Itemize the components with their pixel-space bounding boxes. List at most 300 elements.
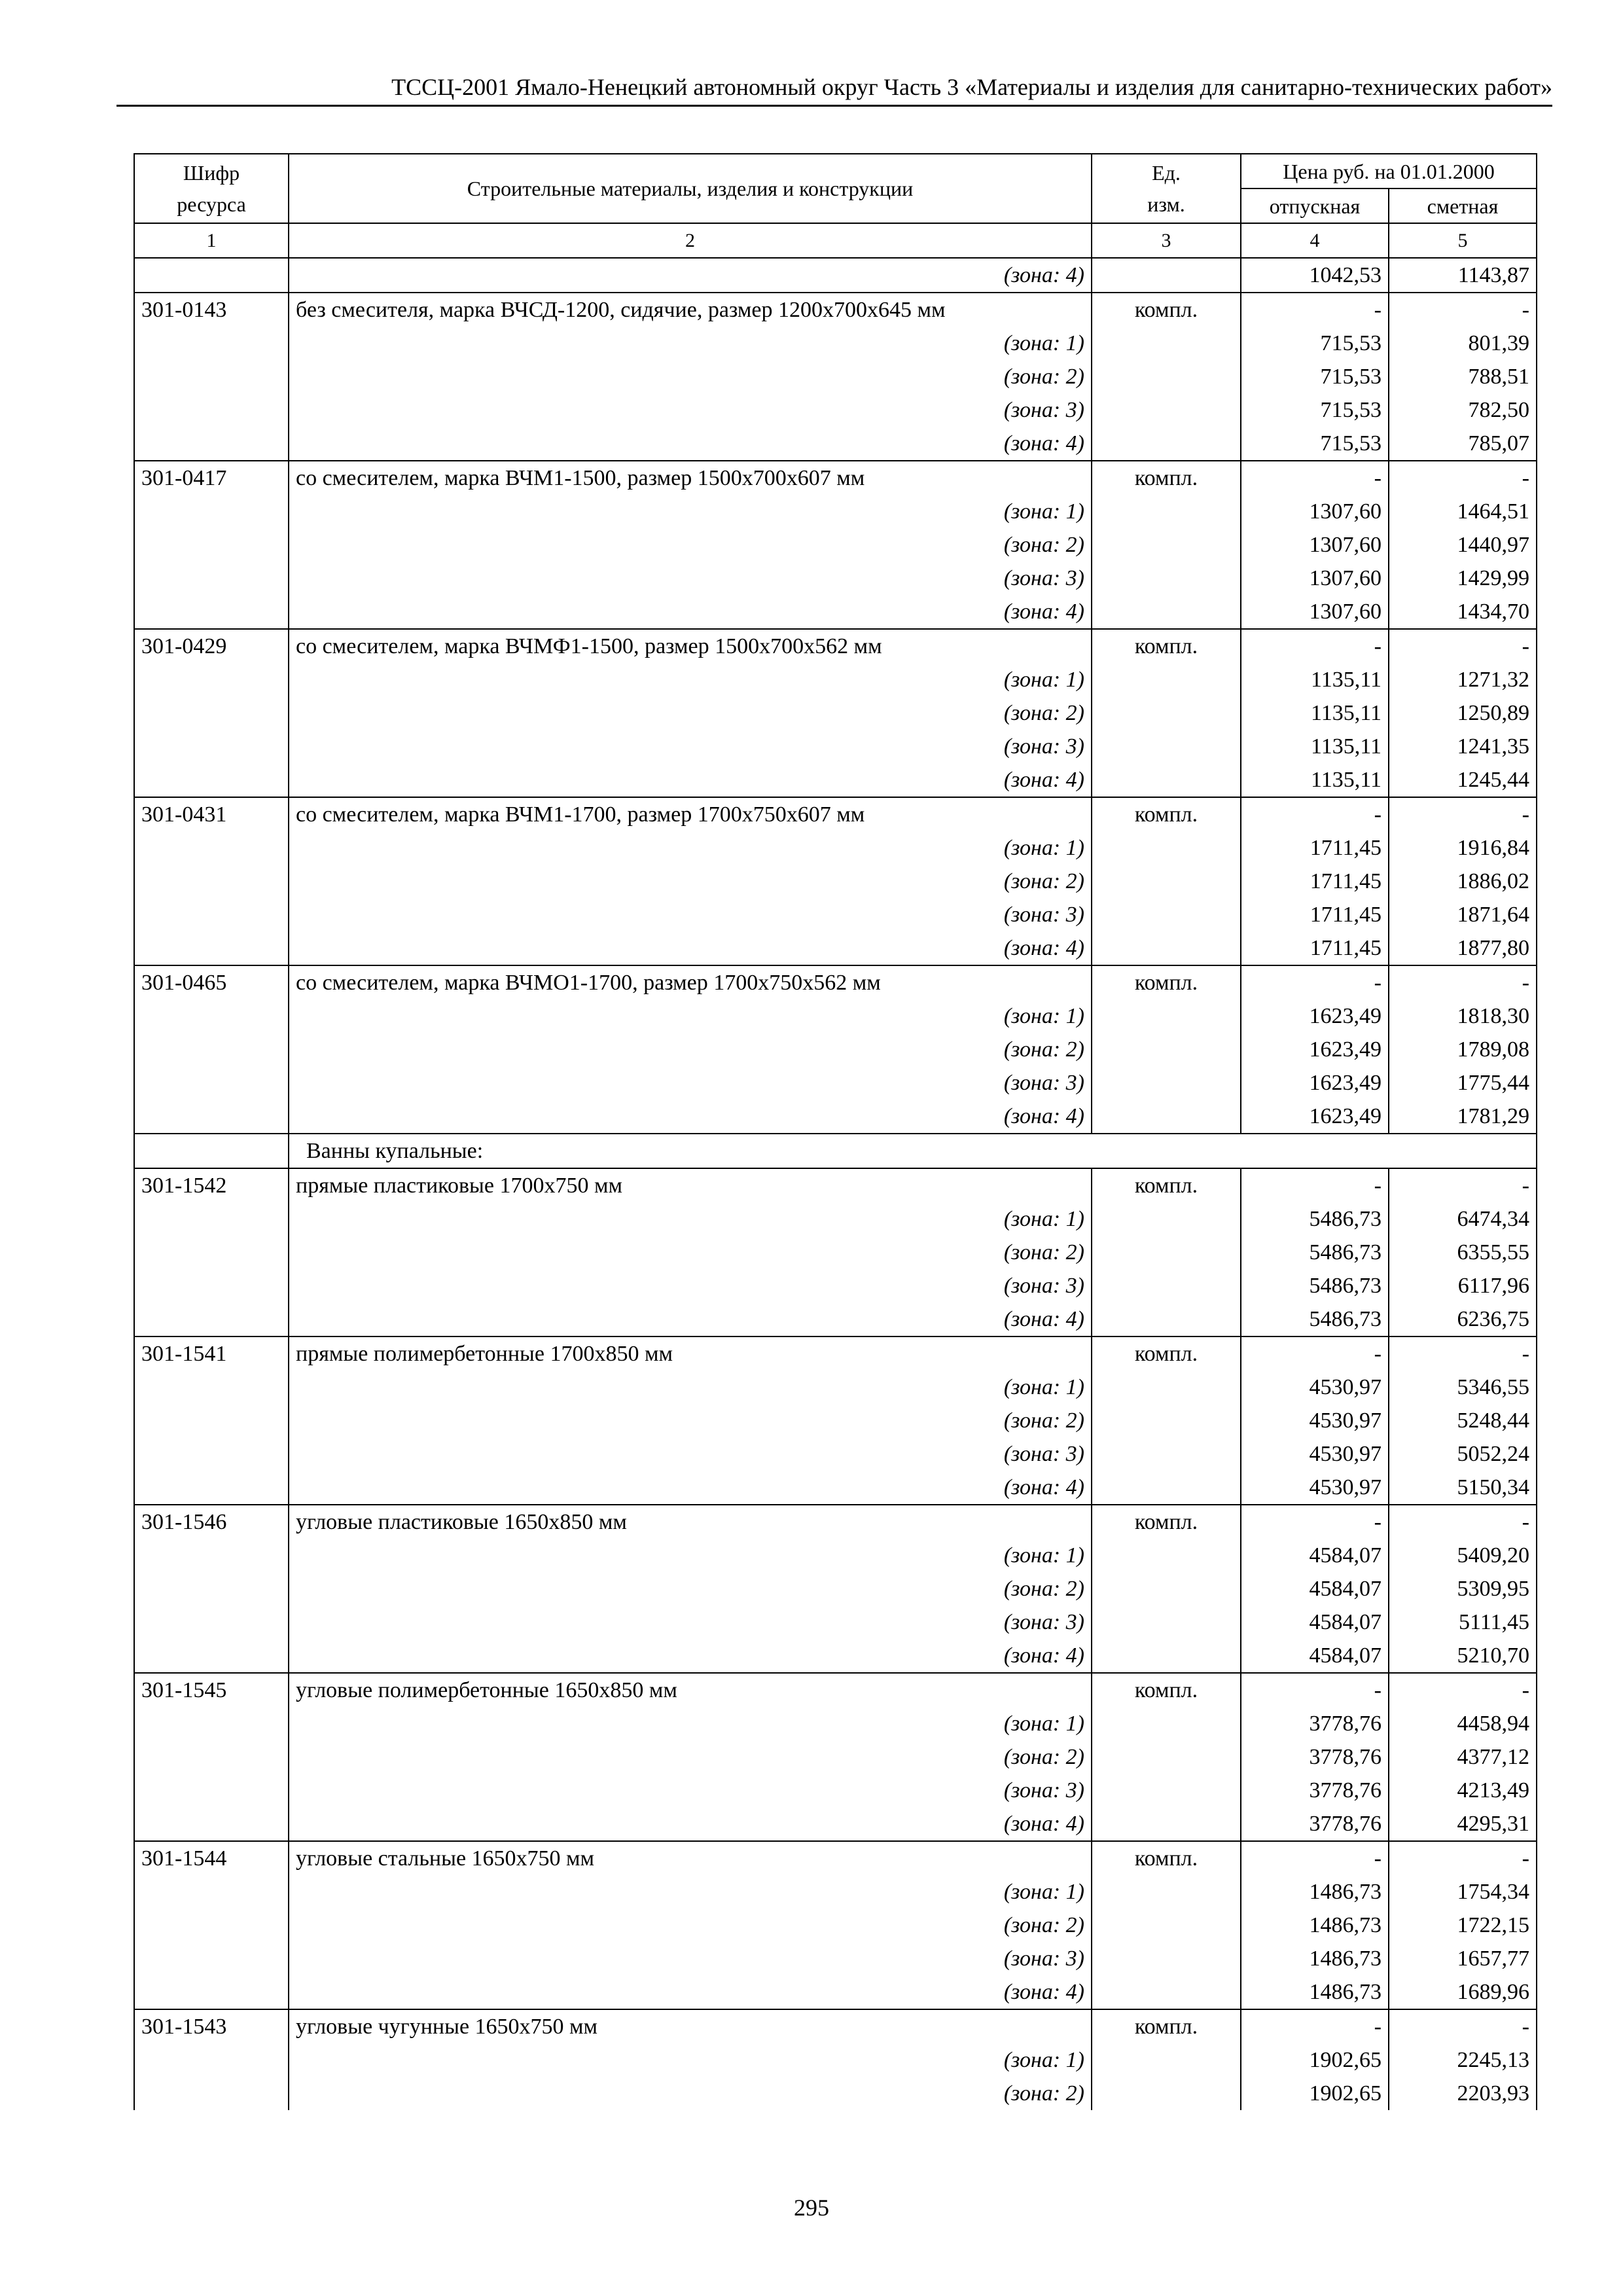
row-release-price: 5486,73 <box>1241 1236 1389 1269</box>
table-row-item <box>134 461 1537 495</box>
row-unit <box>1092 1471 1241 1505</box>
row-code: 301-0143 <box>134 293 289 327</box>
table-row-item <box>134 797 1537 831</box>
row-zone: (зона: 4) <box>289 1639 1092 1673</box>
row-unit <box>1092 427 1241 461</box>
table-row-zone <box>134 696 1537 730</box>
row-unit <box>1092 1066 1241 1100</box>
row-code <box>134 1909 289 1942</box>
table-row-zone <box>134 663 1537 696</box>
row-release-price: 1623,49 <box>1241 999 1389 1033</box>
row-unit <box>1092 1740 1241 1774</box>
row-code <box>134 1437 289 1471</box>
row-name: со смесителем, марка ВЧМ1-1500, размер 1500x700x607 мм <box>289 461 1092 495</box>
row-code <box>134 1033 289 1066</box>
row-zone: (зона: 1) <box>289 327 1092 360</box>
table-row-zone <box>134 427 1537 461</box>
row-release-price: 1486,73 <box>1241 1909 1389 1942</box>
table-body <box>134 258 1537 2110</box>
row-zone: (зона: 1) <box>289 1202 1092 1236</box>
resource-price-table <box>134 153 1537 2110</box>
row-unit <box>1092 1302 1241 1336</box>
row-zone: (зона: 2) <box>289 1909 1092 1942</box>
row-zone: (зона: 2) <box>289 1033 1092 1066</box>
table-row-zone <box>134 528 1537 562</box>
row-estimate-price: - <box>1389 965 1537 999</box>
row-name: со смесителем, марка ВЧМ1-1700, размер 1700x750x607 мм <box>289 797 1092 831</box>
row-release-price: 4530,97 <box>1241 1471 1389 1505</box>
row-zone: (зона: 2) <box>289 1404 1092 1437</box>
table-row-item <box>134 293 1537 327</box>
row-zone: (зона: 1) <box>289 999 1092 1033</box>
row-release-price: 1042,53 <box>1241 258 1389 293</box>
row-code <box>134 763 289 797</box>
row-release-price: 3778,76 <box>1241 1807 1389 1841</box>
table-row-zone <box>134 2043 1537 2077</box>
column-header-unit: Ед. изм. <box>1092 154 1241 223</box>
column-number: 5 <box>1389 223 1537 258</box>
row-unit <box>1092 1774 1241 1807</box>
row-unit <box>1092 360 1241 393</box>
row-release-price: 1623,49 <box>1241 1066 1389 1100</box>
row-unit <box>1092 1807 1241 1841</box>
row-estimate-price: 785,07 <box>1389 427 1537 461</box>
header-rule <box>116 105 1552 107</box>
row-unit <box>1092 931 1241 965</box>
row-code <box>134 730 289 763</box>
row-zone: (зона: 2) <box>289 2077 1092 2110</box>
row-release-price: 1623,49 <box>1241 1033 1389 1066</box>
table-row-zone <box>134 495 1537 528</box>
row-unit: компл. <box>1092 629 1241 663</box>
row-unit <box>1092 2043 1241 2077</box>
row-unit <box>1092 1707 1241 1740</box>
row-code <box>134 1066 289 1100</box>
row-estimate-price: 5210,70 <box>1389 1639 1537 1673</box>
row-estimate-price: 5309,95 <box>1389 1572 1537 1605</box>
row-release-price: 1135,11 <box>1241 663 1389 696</box>
row-zone: (зона: 3) <box>289 1269 1092 1302</box>
row-unit <box>1092 696 1241 730</box>
row-name: со смесителем, марка ВЧМФ1-1500, размер 1500x700x562 мм <box>289 629 1092 663</box>
row-estimate-price: 1818,30 <box>1389 999 1537 1033</box>
row-estimate-price: 1916,84 <box>1389 831 1537 865</box>
row-estimate-price: 1657,77 <box>1389 1942 1537 1975</box>
row-zone: (зона: 3) <box>289 393 1092 427</box>
table-row-zone <box>134 1909 1537 1942</box>
column-number: 2 <box>289 223 1092 258</box>
table-row-zone <box>134 1033 1537 1066</box>
table-row-zone <box>134 562 1537 595</box>
row-code <box>134 663 289 696</box>
row-estimate-price: 1754,34 <box>1389 1875 1537 1909</box>
row-estimate-price: - <box>1389 461 1537 495</box>
row-code <box>134 495 289 528</box>
table-row-zone <box>134 1942 1537 1975</box>
row-unit: компл. <box>1092 797 1241 831</box>
row-release-price: 1711,45 <box>1241 931 1389 965</box>
row-release-price: 1307,60 <box>1241 562 1389 595</box>
row-release-price: 4584,07 <box>1241 1605 1389 1639</box>
row-code <box>134 696 289 730</box>
row-unit <box>1092 258 1241 293</box>
table-row-zone <box>134 1236 1537 1269</box>
table-row-zone <box>134 999 1537 1033</box>
row-code <box>134 1100 289 1134</box>
row-estimate-price: 1440,97 <box>1389 528 1537 562</box>
table-row-zone <box>134 730 1537 763</box>
column-header-release: отпускная <box>1241 188 1389 223</box>
row-name: угловые пластиковые 1650x850 мм <box>289 1505 1092 1539</box>
row-unit <box>1092 1269 1241 1302</box>
row-release-price: 1711,45 <box>1241 898 1389 931</box>
table-row-zone <box>134 1774 1537 1807</box>
row-code <box>134 1707 289 1740</box>
row-code <box>134 865 289 898</box>
row-zone: (зона: 1) <box>289 495 1092 528</box>
row-zone: (зона: 3) <box>289 1437 1092 1471</box>
row-zone: (зона: 4) <box>289 1975 1092 2009</box>
row-unit <box>1092 663 1241 696</box>
row-estimate-price: 1245,44 <box>1389 763 1537 797</box>
row-zone: (зона: 1) <box>289 831 1092 865</box>
row-estimate-price: 1250,89 <box>1389 696 1537 730</box>
row-zone: (зона: 2) <box>289 528 1092 562</box>
table-row-zone <box>134 1975 1537 2009</box>
row-estimate-price: - <box>1389 1168 1537 1202</box>
table-row-zone <box>134 393 1537 427</box>
table-row-item <box>134 1841 1537 1875</box>
row-code <box>134 258 289 293</box>
row-estimate-price: 1689,96 <box>1389 1975 1537 2009</box>
row-zone: (зона: 1) <box>289 1371 1092 1404</box>
row-code <box>134 595 289 629</box>
row-estimate-price: 2245,13 <box>1389 2043 1537 2077</box>
row-unit <box>1092 1605 1241 1639</box>
row-zone: (зона: 3) <box>289 1066 1092 1100</box>
row-zone: (зона: 3) <box>289 730 1092 763</box>
row-estimate-price: 5111,45 <box>1389 1605 1537 1639</box>
row-name: прямые пластиковые 1700x750 мм <box>289 1168 1092 1202</box>
row-release-price: - <box>1241 1505 1389 1539</box>
row-code <box>134 931 289 965</box>
table-row-item <box>134 965 1537 999</box>
row-code: 301-1542 <box>134 1168 289 1202</box>
row-unit: компл. <box>1092 1336 1241 1371</box>
table-row-zone <box>134 1707 1537 1740</box>
row-estimate-price: 5052,24 <box>1389 1437 1537 1471</box>
row-code <box>134 1807 289 1841</box>
row-unit: компл. <box>1092 2009 1241 2043</box>
row-zone: (зона: 1) <box>289 2043 1092 2077</box>
row-zone: (зона: 4) <box>289 595 1092 629</box>
row-code <box>134 1302 289 1336</box>
row-release-price: 1902,65 <box>1241 2043 1389 2077</box>
row-code: 301-0417 <box>134 461 289 495</box>
row-unit: компл. <box>1092 293 1241 327</box>
row-unit <box>1092 1975 1241 2009</box>
row-unit <box>1092 1100 1241 1134</box>
table-row-zone <box>134 931 1537 965</box>
row-estimate-price: 1143,87 <box>1389 258 1537 293</box>
row-code <box>134 1471 289 1505</box>
row-estimate-price: - <box>1389 1336 1537 1371</box>
table-row-zone <box>134 831 1537 865</box>
row-release-price: 715,53 <box>1241 393 1389 427</box>
row-zone: (зона: 3) <box>289 1774 1092 1807</box>
table-row-item <box>134 1336 1537 1371</box>
page-number: 295 <box>794 2195 829 2221</box>
row-estimate-price: - <box>1389 1841 1537 1875</box>
row-zone: (зона: 4) <box>289 427 1092 461</box>
table-row-item <box>134 1168 1537 1202</box>
table-row-zone <box>134 327 1537 360</box>
row-unit: компл. <box>1092 1841 1241 1875</box>
table-row-item <box>134 1505 1537 1539</box>
table-row-zone <box>134 1404 1537 1437</box>
row-estimate-price: 1241,35 <box>1389 730 1537 763</box>
row-estimate-price: 782,50 <box>1389 393 1537 427</box>
row-code <box>134 1774 289 1807</box>
row-estimate-price: 5346,55 <box>1389 1371 1537 1404</box>
row-unit <box>1092 1202 1241 1236</box>
table-row-item <box>134 1673 1537 1707</box>
row-release-price: 1486,73 <box>1241 1975 1389 2009</box>
row-estimate-price: 4295,31 <box>1389 1807 1537 1841</box>
row-zone: (зона: 4) <box>289 1471 1092 1505</box>
table-row-zone <box>134 1066 1537 1100</box>
row-zone: (зона: 3) <box>289 1605 1092 1639</box>
row-code: 301-0429 <box>134 629 289 663</box>
row-zone: (зона: 1) <box>289 1875 1092 1909</box>
table-row-zone <box>134 1605 1537 1639</box>
table-row-zone <box>134 763 1537 797</box>
row-unit <box>1092 1371 1241 1404</box>
row-unit <box>1092 730 1241 763</box>
row-unit <box>1092 1572 1241 1605</box>
row-release-price: 715,53 <box>1241 427 1389 461</box>
row-unit <box>1092 393 1241 427</box>
row-estimate-price: 1434,70 <box>1389 595 1537 629</box>
row-name: угловые стальные 1650x750 мм <box>289 1841 1092 1875</box>
table-row-zone <box>134 1437 1537 1471</box>
row-estimate-price: - <box>1389 629 1537 663</box>
row-release-price: 3778,76 <box>1241 1740 1389 1774</box>
row-estimate-price: 6474,34 <box>1389 1202 1537 1236</box>
row-code <box>134 528 289 562</box>
row-estimate-price: 1781,29 <box>1389 1100 1537 1134</box>
table-row-zone <box>134 898 1537 931</box>
row-code: 301-1544 <box>134 1841 289 1875</box>
row-unit <box>1092 999 1241 1033</box>
row-release-price: 3778,76 <box>1241 1707 1389 1740</box>
row-estimate-price: 1789,08 <box>1389 1033 1537 1066</box>
row-code <box>134 1875 289 1909</box>
row-release-price: - <box>1241 2009 1389 2043</box>
row-unit: компл. <box>1092 1168 1241 1202</box>
row-release-price: 1307,60 <box>1241 595 1389 629</box>
row-release-price: - <box>1241 965 1389 999</box>
row-release-price: 1902,65 <box>1241 2077 1389 2110</box>
row-estimate-price: 1464,51 <box>1389 495 1537 528</box>
column-header-price: Цена руб. на 01.01.2000 <box>1241 154 1537 188</box>
row-estimate-price: 5150,34 <box>1389 1471 1537 1505</box>
table-row-item <box>134 2009 1537 2043</box>
row-unit <box>1092 562 1241 595</box>
row-release-price: 5486,73 <box>1241 1269 1389 1302</box>
row-release-price: 715,53 <box>1241 327 1389 360</box>
row-release-price: 1486,73 <box>1241 1875 1389 1909</box>
row-unit <box>1092 327 1241 360</box>
row-release-price: - <box>1241 1673 1389 1707</box>
row-release-price: 1307,60 <box>1241 528 1389 562</box>
row-estimate-price: 801,39 <box>1389 327 1537 360</box>
table-row-zone <box>134 1302 1537 1336</box>
row-code: 301-1546 <box>134 1505 289 1539</box>
row-release-price: 1307,60 <box>1241 495 1389 528</box>
row-release-price: 1711,45 <box>1241 831 1389 865</box>
row-code <box>134 1404 289 1437</box>
row-estimate-price: 1871,64 <box>1389 898 1537 931</box>
row-zone: (зона: 3) <box>289 898 1092 931</box>
row-estimate-price: 788,51 <box>1389 360 1537 393</box>
row-release-price: - <box>1241 797 1389 831</box>
row-code <box>134 1740 289 1774</box>
row-release-price: 1711,45 <box>1241 865 1389 898</box>
table-row-zone <box>134 1572 1537 1605</box>
row-zone: (зона: 4) <box>289 258 1092 293</box>
row-estimate-price: 5409,20 <box>1389 1539 1537 1572</box>
table-row-item <box>134 629 1537 663</box>
row-unit <box>1092 1437 1241 1471</box>
row-release-price: 5486,73 <box>1241 1302 1389 1336</box>
row-estimate-price: 1877,80 <box>1389 931 1537 965</box>
row-unit <box>1092 1909 1241 1942</box>
row-estimate-price: - <box>1389 797 1537 831</box>
row-code <box>134 1942 289 1975</box>
row-zone: (зона: 2) <box>289 865 1092 898</box>
row-unit <box>1092 763 1241 797</box>
row-release-price: - <box>1241 1336 1389 1371</box>
row-estimate-price: 5248,44 <box>1389 1404 1537 1437</box>
row-estimate-price: 1271,32 <box>1389 663 1537 696</box>
row-name: угловые чугунные 1650x750 мм <box>289 2009 1092 2043</box>
row-zone: (зона: 2) <box>289 1236 1092 1269</box>
row-unit <box>1092 1639 1241 1673</box>
row-code <box>134 999 289 1033</box>
row-code <box>134 1236 289 1269</box>
row-code <box>134 898 289 931</box>
column-number-row <box>134 223 1537 258</box>
group-title: Ванны купальные: <box>289 1134 1537 1168</box>
row-release-price: - <box>1241 461 1389 495</box>
row-unit <box>1092 865 1241 898</box>
row-name: со смесителем, марка ВЧМО1-1700, размер 1700x750x562 мм <box>289 965 1092 999</box>
column-number: 3 <box>1092 223 1241 258</box>
row-estimate-price: 4458,94 <box>1389 1707 1537 1740</box>
row-unit <box>1092 831 1241 865</box>
row-code <box>134 1269 289 1302</box>
row-code <box>134 1572 289 1605</box>
row-code: 301-1543 <box>134 2009 289 2043</box>
row-code <box>134 393 289 427</box>
row-release-price: - <box>1241 1168 1389 1202</box>
row-estimate-price: 6355,55 <box>1389 1236 1537 1269</box>
row-unit: компл. <box>1092 461 1241 495</box>
row-unit: компл. <box>1092 965 1241 999</box>
row-estimate-price: 1429,99 <box>1389 562 1537 595</box>
group-row <box>134 1134 1537 1168</box>
row-estimate-price: 6236,75 <box>1389 1302 1537 1336</box>
row-name: прямые полимербетонные 1700x850 мм <box>289 1336 1092 1371</box>
row-estimate-price: 1775,44 <box>1389 1066 1537 1100</box>
table-row-zone <box>134 1269 1537 1302</box>
row-code <box>134 2043 289 2077</box>
row-code <box>134 562 289 595</box>
row-release-price: 4530,97 <box>1241 1404 1389 1437</box>
row-code <box>134 427 289 461</box>
row-unit <box>1092 528 1241 562</box>
running-header: ТССЦ-2001 Ямало-Ненецкий автономный округ Часть 3 «Материалы и изделия для санитарно-технических работ» <box>391 74 1552 100</box>
row-code <box>134 1539 289 1572</box>
row-code <box>134 1975 289 2009</box>
table-header <box>134 154 1537 258</box>
column-header-name: Строительные материалы, изделия и конструкции <box>289 154 1092 223</box>
table-row-zone <box>134 1807 1537 1841</box>
row-estimate-price: 4213,49 <box>1389 1774 1537 1807</box>
row-zone: (зона: 4) <box>289 763 1092 797</box>
row-release-price: 4530,97 <box>1241 1437 1389 1471</box>
row-unit <box>1092 2077 1241 2110</box>
row-unit <box>1092 495 1241 528</box>
table-row-zone <box>134 1371 1537 1404</box>
row-estimate-price: 1722,15 <box>1389 1909 1537 1942</box>
row-zone: (зона: 3) <box>289 562 1092 595</box>
column-header-estimate: сметная <box>1389 188 1537 223</box>
row-code <box>134 1202 289 1236</box>
table-row-zone <box>134 2077 1537 2110</box>
row-code <box>134 1134 289 1168</box>
table-row-zone <box>134 865 1537 898</box>
row-name: без смесителя, марка ВЧСД-1200, сидячие, размер 1200x700x645 мм <box>289 293 1092 327</box>
column-number: 4 <box>1241 223 1389 258</box>
row-release-price: 5486,73 <box>1241 1202 1389 1236</box>
row-estimate-price: - <box>1389 293 1537 327</box>
row-unit: компл. <box>1092 1505 1241 1539</box>
column-header-code: Шифр ресурса <box>134 154 289 223</box>
row-code <box>134 327 289 360</box>
row-zone: (зона: 2) <box>289 1740 1092 1774</box>
row-release-price: 1486,73 <box>1241 1942 1389 1975</box>
row-estimate-price: 1886,02 <box>1389 865 1537 898</box>
row-zone: (зона: 2) <box>289 1572 1092 1605</box>
table-row-zone <box>134 1740 1537 1774</box>
row-release-price: 4584,07 <box>1241 1572 1389 1605</box>
row-release-price: 4584,07 <box>1241 1639 1389 1673</box>
row-zone: (зона: 2) <box>289 360 1092 393</box>
row-release-price: 4530,97 <box>1241 1371 1389 1404</box>
table-row-zone <box>134 258 1537 293</box>
row-unit: компл. <box>1092 1673 1241 1707</box>
row-release-price: - <box>1241 293 1389 327</box>
row-release-price: 1135,11 <box>1241 763 1389 797</box>
row-release-price: 1135,11 <box>1241 696 1389 730</box>
row-code <box>134 1605 289 1639</box>
row-release-price: 1135,11 <box>1241 730 1389 763</box>
table-row-zone <box>134 1471 1537 1505</box>
column-number: 1 <box>134 223 289 258</box>
row-release-price: 1623,49 <box>1241 1100 1389 1134</box>
